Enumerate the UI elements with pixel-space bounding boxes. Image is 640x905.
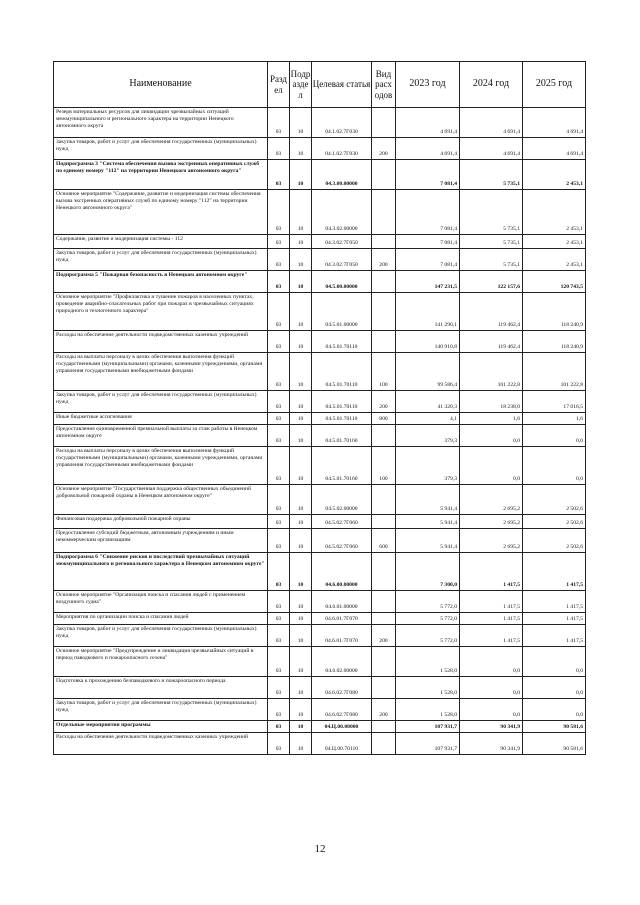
- row-expense-type: [372, 613, 396, 625]
- row-2023: 141 290,1: [396, 293, 460, 331]
- row-name: Закупка товаров, работ и услуг для обеспечения государственных (муниципальных) нужд: [54, 138, 268, 160]
- row-name: Отдельные мероприятия программы: [54, 721, 268, 733]
- row-2024: 2 695,2: [460, 485, 523, 515]
- row-2025: 1 417,5: [523, 553, 586, 591]
- row-2025: 120 743,5: [523, 271, 586, 293]
- row-section: 03: [268, 529, 290, 553]
- row-name: Подпрограмма 5 "Пожарная безопасность в Ненецком автономном округе": [54, 271, 268, 293]
- row-2024: 0,0: [460, 677, 523, 699]
- row-target: 04.5.02.00000: [312, 485, 372, 515]
- row-expense-type: [372, 721, 396, 733]
- row-subsection: 10: [290, 413, 312, 425]
- row-2025: 0,0: [523, 699, 586, 721]
- table-row: [54, 293, 586, 331]
- row-section: 03: [268, 108, 290, 138]
- row-2024: 119 462,4: [460, 293, 523, 331]
- row-target: 04.6.01.00000: [312, 591, 372, 613]
- table-row: [54, 613, 586, 625]
- row-expense-type: 200: [372, 249, 396, 271]
- row-name: Основное мероприятие "Организация поиска и спасания людей с применением воздушного судна": [54, 591, 268, 613]
- row-2024: 1 417,5: [460, 591, 523, 613]
- table-row: [54, 677, 586, 699]
- row-target: 04.5.01.70110: [312, 413, 372, 425]
- row-2025: 118 240,9: [523, 293, 586, 331]
- header-section: Разд ел: [268, 62, 290, 108]
- row-2023: 1 528,0: [396, 647, 460, 677]
- row-2024: 101 222,8: [460, 353, 523, 391]
- row-2024: 18 238,0: [460, 391, 523, 413]
- header-2025: 2025 год: [523, 62, 586, 108]
- row-subsection: 10: [290, 425, 312, 447]
- row-2024: 122 157,6: [460, 271, 523, 293]
- table-row: [54, 699, 586, 721]
- row-expense-type: [372, 271, 396, 293]
- row-expense-type: 600: [372, 529, 396, 553]
- table-row: [54, 108, 586, 138]
- row-name: Расходы на обеспечение деятельности подведомственных казенных учреждений: [54, 733, 268, 755]
- row-expense-type: 200: [372, 391, 396, 413]
- row-2025: 1 417,5: [523, 625, 586, 647]
- row-expense-type: [372, 647, 396, 677]
- row-expense-type: [372, 485, 396, 515]
- row-2023: 99 586,4: [396, 353, 460, 391]
- header-target: Целевая статья: [312, 62, 372, 108]
- row-name: Основное мероприятие "Профилактика и тушение пожаров в населенных пунктах, проведение аварийно-спасательных работ при пожарах в чрезвычайных ситуациях природного и техногенного характера": [54, 293, 268, 331]
- row-name: Основное мероприятие "Предупреждение и ликвидация чрезвычайных ситуаций в период паводкового и пожароопасного сезона": [54, 647, 268, 677]
- header-expense-type: Вид расх одов: [372, 62, 396, 108]
- row-subsection: 10: [290, 108, 312, 138]
- row-2024: 0,0: [460, 447, 523, 485]
- row-expense-type: 200: [372, 699, 396, 721]
- row-subsection: 10: [290, 190, 312, 235]
- row-2023: 5 941,4: [396, 485, 460, 515]
- row-2024: 90 341,9: [460, 733, 523, 755]
- table-row: [54, 721, 586, 733]
- row-target: 04.5.02.7Г060: [312, 529, 372, 553]
- row-expense-type: 200: [372, 625, 396, 647]
- row-expense-type: [372, 591, 396, 613]
- row-section: 03: [268, 293, 290, 331]
- row-2024: 119 462,4: [460, 331, 523, 353]
- row-target: 04.1.02.7Г030: [312, 108, 372, 138]
- table-row: [54, 249, 586, 271]
- row-2023: 4,1: [396, 413, 460, 425]
- row-2025: 0,0: [523, 447, 586, 485]
- row-target: 04.6.01.7Г070: [312, 625, 372, 647]
- row-2025: 2 502,6: [523, 529, 586, 553]
- table-row: [54, 625, 586, 647]
- row-2024: 5 735,1: [460, 249, 523, 271]
- row-target: 04.6.01.7Г070: [312, 613, 372, 625]
- row-2023: 379,3: [396, 425, 460, 447]
- row-2025: 0,0: [523, 677, 586, 699]
- row-2025: 101 222,8: [523, 353, 586, 391]
- row-target: 04.5.01.70110: [312, 353, 372, 391]
- row-subsection: 10: [290, 647, 312, 677]
- header-row: [54, 62, 586, 108]
- row-target: 04.5.01.70110: [312, 391, 372, 413]
- row-subsection: 10: [290, 331, 312, 353]
- row-subsection: 10: [290, 391, 312, 413]
- row-target: 04.6.00.00000: [312, 553, 372, 591]
- row-section: 03: [268, 591, 290, 613]
- row-2024: 1 417,5: [460, 613, 523, 625]
- row-2025: 118 240,9: [523, 331, 586, 353]
- row-section: 03: [268, 391, 290, 413]
- header-subsection: Подр азде л: [290, 62, 312, 108]
- row-target: 04.5.01.00000: [312, 293, 372, 331]
- row-2025: 2 453,1: [523, 190, 586, 235]
- row-section: 03: [268, 613, 290, 625]
- table-row: [54, 485, 586, 515]
- table-row: [54, 235, 586, 249]
- row-name: Основное мероприятие "Содержание, развитие и модернизация системы обеспечения вызова экстренных оперативных служб по единому номеру "112" на территории Ненецкого автономного округа": [54, 190, 268, 235]
- row-subsection: 10: [290, 733, 312, 755]
- row-section: 03: [268, 249, 290, 271]
- row-2023: 7 081,4: [396, 249, 460, 271]
- row-subsection: 10: [290, 529, 312, 553]
- row-section: 03: [268, 553, 290, 591]
- table-row: [54, 553, 586, 591]
- row-2024: 0,0: [460, 425, 523, 447]
- row-target: 04.3.00.00000: [312, 160, 372, 190]
- row-2025: 4 691,4: [523, 108, 586, 138]
- row-2023: 379,3: [396, 447, 460, 485]
- row-section: 03: [268, 138, 290, 160]
- row-expense-type: 100: [372, 447, 396, 485]
- budget-table: [53, 61, 586, 755]
- row-target: 04.6.02.00000: [312, 647, 372, 677]
- row-expense-type: [372, 160, 396, 190]
- row-target: 04.1.02.7Г030: [312, 138, 372, 160]
- row-subsection: 10: [290, 485, 312, 515]
- table-row: [54, 447, 586, 485]
- row-2024: 0,0: [460, 699, 523, 721]
- row-section: 03: [268, 721, 290, 733]
- row-section: 03: [268, 190, 290, 235]
- row-name: Закупка товаров, работ и услуг для обеспечения государственных (муниципальных) нужд: [54, 699, 268, 721]
- row-2023: 5 941,4: [396, 529, 460, 553]
- row-2023: 5 941,4: [396, 515, 460, 529]
- row-2024: 1,6: [460, 413, 523, 425]
- table-row: [54, 591, 586, 613]
- row-2024: 2 695,2: [460, 529, 523, 553]
- row-section: 03: [268, 235, 290, 249]
- row-2024: 0,0: [460, 647, 523, 677]
- row-subsection: 10: [290, 353, 312, 391]
- row-name: Предоставление единовременной премиальной выплаты за стаж работы в Ненецком автономном округе: [54, 425, 268, 447]
- row-expense-type: [372, 425, 396, 447]
- row-2025: 2 453,1: [523, 235, 586, 249]
- row-expense-type: 200: [372, 138, 396, 160]
- row-2025: 2 453,1: [523, 249, 586, 271]
- row-name: Подпрограмма 6 "Снижение рисков и последствий чрезвычайных ситуаций межмуниципального и регионального характера в Ненецком автономном округе": [54, 553, 268, 591]
- row-section: 03: [268, 447, 290, 485]
- row-section: 03: [268, 425, 290, 447]
- row-subsection: 10: [290, 293, 312, 331]
- row-2023: 5 772,0: [396, 625, 460, 647]
- row-expense-type: [372, 733, 396, 755]
- row-name: Закупка товаров, работ и услуг для обеспечения государственных (муниципальных) нужд: [54, 391, 268, 413]
- row-name: Подготовка к прохождению безпаводкового и пожароопасного периода: [54, 677, 268, 699]
- row-2024: 4 691,4: [460, 108, 523, 138]
- page-number: 12: [314, 843, 326, 855]
- row-expense-type: [372, 108, 396, 138]
- row-subsection: 10: [290, 721, 312, 733]
- row-expense-type: 800: [372, 413, 396, 425]
- row-expense-type: [372, 293, 396, 331]
- row-subsection: 10: [290, 699, 312, 721]
- row-section: 03: [268, 331, 290, 353]
- row-subsection: 10: [290, 591, 312, 613]
- row-subsection: 10: [290, 447, 312, 485]
- row-section: 03: [268, 160, 290, 190]
- table-row: [54, 353, 586, 391]
- table-row: [54, 391, 586, 413]
- row-section: 03: [268, 413, 290, 425]
- row-2025: 1 417,5: [523, 613, 586, 625]
- row-2023: 7 081,4: [396, 160, 460, 190]
- row-2023: 41 320,3: [396, 391, 460, 413]
- row-2025: 1 417,5: [523, 591, 586, 613]
- row-2023: 5 772,0: [396, 591, 460, 613]
- row-target: 04.5.02.7Г060: [312, 515, 372, 529]
- row-subsection: 10: [290, 138, 312, 160]
- row-name: Подпрограмма 3 "Система обеспечения вызова экстренных оперативных служб по единому номеру "112" на территории Ненецкого автономного округа": [54, 160, 268, 190]
- row-section: 03: [268, 699, 290, 721]
- row-section: 03: [268, 647, 290, 677]
- row-2023: 107 931,7: [396, 721, 460, 733]
- row-subsection: 10: [290, 613, 312, 625]
- row-2024: 5 735,1: [460, 190, 523, 235]
- row-name: Закупка товаров, работ и услуг для обеспечения государственных (муниципальных) нужд: [54, 249, 268, 271]
- row-name: Закупка товаров, работ и услуг для обеспечения государственных (муниципальных) нужд: [54, 625, 268, 647]
- row-2025: 90 581,6: [523, 733, 586, 755]
- row-subsection: 10: [290, 553, 312, 591]
- row-target: 04.6.02.7Г080: [312, 677, 372, 699]
- row-subsection: 10: [290, 515, 312, 529]
- row-target: 04.5.01.70160: [312, 425, 372, 447]
- row-2023: 4 691,4: [396, 138, 460, 160]
- header-name: Наименование: [54, 62, 268, 108]
- row-subsection: 10: [290, 677, 312, 699]
- row-2023: 7 081,4: [396, 190, 460, 235]
- row-target: 04.Ц.00.70110: [312, 733, 372, 755]
- row-expense-type: [372, 235, 396, 249]
- table-row: [54, 160, 586, 190]
- row-2024: 5 735,1: [460, 160, 523, 190]
- row-subsection: 10: [290, 271, 312, 293]
- row-subsection: 10: [290, 625, 312, 647]
- table-row: [54, 529, 586, 553]
- table-row: [54, 425, 586, 447]
- row-2023: 1 528,0: [396, 677, 460, 699]
- row-target: 04.5.01.70160: [312, 447, 372, 485]
- table-row: [54, 190, 586, 235]
- row-section: 03: [268, 677, 290, 699]
- row-expense-type: [372, 331, 396, 353]
- row-2023: 7 300,0: [396, 553, 460, 591]
- row-target: 04.6.02.7Г080: [312, 699, 372, 721]
- table-row: [54, 271, 586, 293]
- row-2023: 4 691,4: [396, 108, 460, 138]
- row-expense-type: [372, 190, 396, 235]
- row-2025: 0,0: [523, 647, 586, 677]
- row-name: Расходы на выплаты персоналу в целях обеспечения выполнения функций государственными (муниципальными) органами, казенными учреждениями, органами управления государственными внебюджетными фондами: [54, 447, 268, 485]
- header-2024: 2024 год: [460, 62, 523, 108]
- row-2023: 1 528,0: [396, 699, 460, 721]
- row-2024: 1 417,5: [460, 625, 523, 647]
- row-2025: 2 453,1: [523, 160, 586, 190]
- table-row: [54, 733, 586, 755]
- row-section: 03: [268, 625, 290, 647]
- row-2024: 2 695,2: [460, 515, 523, 529]
- row-target: 04.Ц.00.00000: [312, 721, 372, 733]
- table-row: [54, 331, 586, 353]
- row-2023: 5 772,0: [396, 613, 460, 625]
- row-section: 03: [268, 733, 290, 755]
- row-target: 04.5.00.00000: [312, 271, 372, 293]
- row-2024: 5 735,1: [460, 235, 523, 249]
- row-name: Иные бюджетные ассигнования: [54, 413, 268, 425]
- row-2024: 1 417,5: [460, 553, 523, 591]
- row-expense-type: [372, 515, 396, 529]
- table-row: [54, 413, 586, 425]
- row-subsection: 10: [290, 249, 312, 271]
- row-2023: 147 231,5: [396, 271, 460, 293]
- row-expense-type: 100: [372, 353, 396, 391]
- row-section: 03: [268, 515, 290, 529]
- row-2024: 90 341,9: [460, 721, 523, 733]
- row-2025: 1,6: [523, 413, 586, 425]
- row-2025: 0,0: [523, 425, 586, 447]
- row-expense-type: [372, 677, 396, 699]
- row-2024: 4 691,4: [460, 138, 523, 160]
- row-section: 03: [268, 485, 290, 515]
- row-expense-type: [372, 553, 396, 591]
- row-2025: 17 016,5: [523, 391, 586, 413]
- row-name: Финансовая поддержка добровольной пожарной охраны: [54, 515, 268, 529]
- row-name: Содержание, развитие и модернизация системы - 112: [54, 235, 268, 249]
- row-section: 03: [268, 271, 290, 293]
- row-name: Основное мероприятие "Государственная поддержка общественных объединений добровольной пожарной охраны в Ненецком автономном округе": [54, 485, 268, 515]
- row-2025: 2 502,6: [523, 515, 586, 529]
- row-name: Мероприятия по организации поиска и спасания людей: [54, 613, 268, 625]
- row-section: 03: [268, 353, 290, 391]
- row-2025: 4 691,4: [523, 138, 586, 160]
- row-target: 04.5.01.70110: [312, 331, 372, 353]
- row-2023: 7 081,4: [396, 235, 460, 249]
- row-name: Резерв материальных ресурсов для ликвидации чрезвычайных ситуаций межмуниципального и регионального характера на территории Ненецкого автономного округа: [54, 108, 268, 138]
- header-2023: 2023 год: [396, 62, 460, 108]
- row-target: 04.3.02.7Г050: [312, 249, 372, 271]
- row-2023: 107 931,7: [396, 733, 460, 755]
- table-row: [54, 515, 586, 529]
- row-name: Расходы на выплаты персоналу в целях обеспечения выполнения функций государственными (муниципальными) органами, казенными учреждениями, органами управления государственными внебюджетными фондами: [54, 353, 268, 391]
- row-subsection: 10: [290, 160, 312, 190]
- row-2025: 2 502,6: [523, 485, 586, 515]
- row-name: Предоставление субсидий бюджетным, автономным учреждениям и иным некоммерческим организациям: [54, 529, 268, 553]
- row-target: 04.3.02.7Г050: [312, 235, 372, 249]
- row-2023: 140 910,8: [396, 331, 460, 353]
- table-row: [54, 138, 586, 160]
- table-row: [54, 647, 586, 677]
- row-name: Расходы на обеспечение деятельности подведомственных казенных учреждений: [54, 331, 268, 353]
- row-2025: 90 581,6: [523, 721, 586, 733]
- row-subsection: 10: [290, 235, 312, 249]
- row-target: 04.3.02.00000: [312, 190, 372, 235]
